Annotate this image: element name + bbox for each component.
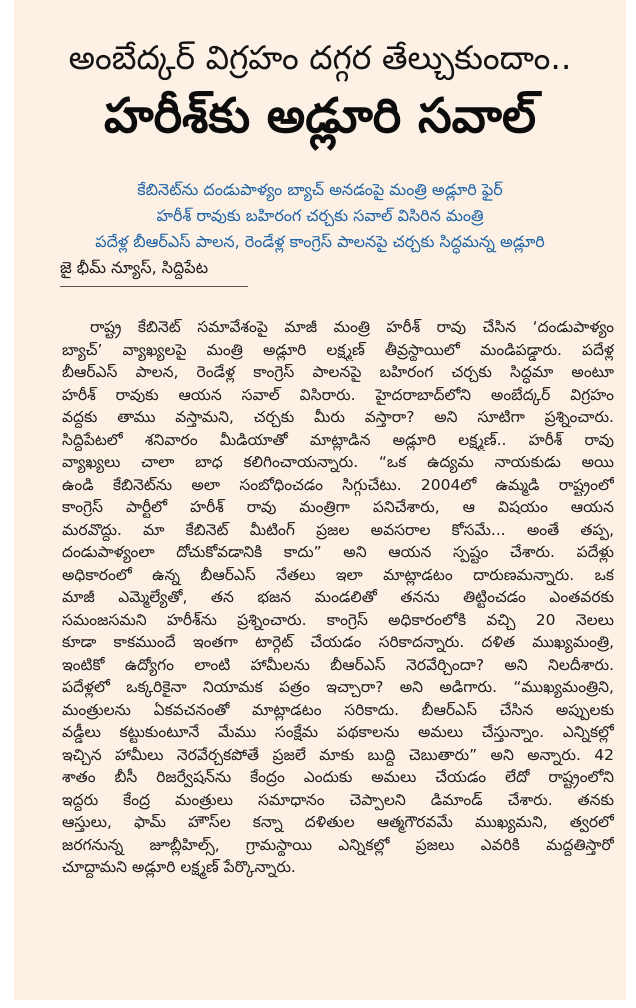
body-line: మంత్రులను ఏకవచనంతో మాట్లాడటం సరికాదు. బీఆర్ఎస్ చేసిన అప్పులకు [62, 700, 614, 719]
body-line: రాష్ట్ర కేబినెట్ సమావేశంపై మాజీ మంత్రి హరీశ్ రావు చేసిన ‘దండుపాళ్యం [90, 318, 614, 336]
byline-divider [60, 286, 248, 287]
body-line: బీఆర్ఎస్ పాలన, రెండేళ్ల కాంగ్రెస్ పాలనపై బహిరంగ చర్చకు సిద్ధమా అంటూ [62, 363, 614, 381]
body-line: ఇంటికో ఉద్యోగం లాంటి హామీలను బీఆర్ఎస్ నెరవేర్చిందా? అని నిలదీశారు. [62, 655, 614, 674]
body-line: పదేళ్లలో ఒక్కరికైనా నియామక పత్రం ఇచ్చారా? అని అడిగారు. “ముఖ్యమంత్రిని, [62, 678, 614, 696]
body-line: శాతం బీసీ రిజర్వేషన్‌ను కేంద్రం ఎందుకు అమలు చేయడం లేదో రాష్ట్రంలోని [62, 768, 614, 786]
main-headline: హరీశ్‌కు అడ్లూరి సవాల్ [103, 88, 536, 144]
body-line: వ్యాఖ్యలు చాలా బాధ కలిగించాయన్నారు. “ఒక ఉద్యమ నాయకుడు అయి [62, 453, 614, 471]
article-body [62, 316, 614, 879]
body-line: హరీశ్ రావుకు ఆయన సవాల్ విసిరారు. హైదరాబాద్‌లోని అంబేద్కర్ విగ్రహం [62, 385, 614, 404]
body-line: జరగనున్న జూబ్లీహిల్స్, గ్రామస్థాయి ఎన్నికల్లో ప్రజలు ఎవరికి మద్దతిస్తారో [62, 835, 614, 854]
subhead-2: హరీశ్ రావుకు బహిరంగ చర్చకు సవాల్ విసిరిన మంత్రి [156, 206, 484, 225]
body-line: మాజీ ఎమ్మెల్యేతో, తన భజన మండలితో తనను తిట్టించడం ఎంతవరకు [62, 588, 614, 606]
body-line: మరవొద్దు. మా కేబినెట్ మీటింగ్ ప్రజల అవసరాల కోసమే... అంతే తప్ప, [62, 520, 614, 539]
body-line: సమంజసమని హరీశ్‌ను ప్రశ్నించారు. కాంగ్రెస్ అధికారంలోకి వచ్చి 20 నెలలు [62, 610, 614, 629]
body-line: బ్యాచ్’ వ్యాఖ్యలపై మంత్రి అడ్లూరి లక్ష్మణ్ తీవ్రస్థాయిలో మండిపడ్డారు. పదేళ్ల [62, 340, 614, 359]
body-line: ఇద్దరు కేంద్ర మంత్రులు సమాధానం చెప్పాలని డిమాండ్ చేశారు. తనకు [62, 790, 614, 809]
subhead-1: కేబినెట్‌ను దండుపాళ్యం బ్యాచ్ అనడంపై మంత్రి అడ్లూరి ఫైర్ [137, 180, 503, 199]
byline: జై భీమ్ న్యూస్, సిద్దిపేట [60, 258, 209, 277]
body-line: ఆస్తులు, ఫామ్ హౌస్‌ల కన్నా దళితుల ఆత్మగౌరవమే ముఖ్యమని, త్వరలో [62, 813, 614, 831]
body-line: వద్దకు తాము వస్తామని, చర్చకు మీరు వస్తారా? అని సూటిగా ప్రశ్నించారు. [62, 408, 614, 426]
body-line: వడ్డీలు కట్టుకుంటూనే మేము సంక్షేమ పథకాలను అమలు చేస్తున్నాం. ఎన్నికల్లో [62, 723, 614, 741]
body-line: ఉండి కేబినెట్‌ను అలా సంబోధించడం సిగ్గుచేటు. 2004లో ఉమ్మడి రాష్ట్రంలో [62, 475, 614, 494]
body-line: కాంగ్రెస్ పార్టీలో హరీశ్ రావు మంత్రిగా పనిచేశారు, ఆ విషయం ఆయన [62, 498, 614, 516]
body-line: సిద్దిపేటలో శనివారం మీడియాతో మాట్లాడిన అడ్లూరి లక్ష్మణ్.. హరీశ్ రావు [62, 430, 614, 449]
body-line: ఇచ్చిన హామీలు నెరవేర్చకపోతే ప్రజలే మాకు బుద్ధి చెబుతారు” అని అన్నారు. 42 [62, 745, 614, 764]
kicker-headline: అంబేద్కర్ విగ్రహం దగ్గర తేల్చుకుందాం.. [68, 38, 572, 77]
subhead-3: పదేళ్ల బీఆర్ఎస్ పాలన, రెండేళ్ల కాంగ్రెస్ పాలనపై చర్చకు సిద్ధమన్న అడ్లూరి [95, 232, 545, 251]
body-line: దండుపాళ్యంలా దోచుకోవడానికి కాదు” అని ఆయన స్పష్టం చేశారు. పదేళ్లు [62, 543, 614, 561]
body-line: కూడా కాకముందే ఇంతగా టార్గెట్ చేయడం సరికాదన్నారు. దళిత ముఖ్యమంత్రి, [62, 633, 614, 651]
body-line: చూద్దామని అడ్లూరి లక్ష్మణ్ పేర్కొన్నారు. [62, 858, 296, 876]
body-line: అధికారంలో ఉన్న బీఆర్ఎస్ నేతలు ఇలా మాట్లాడటం దారుణమన్నారు. ఒక [62, 565, 614, 584]
